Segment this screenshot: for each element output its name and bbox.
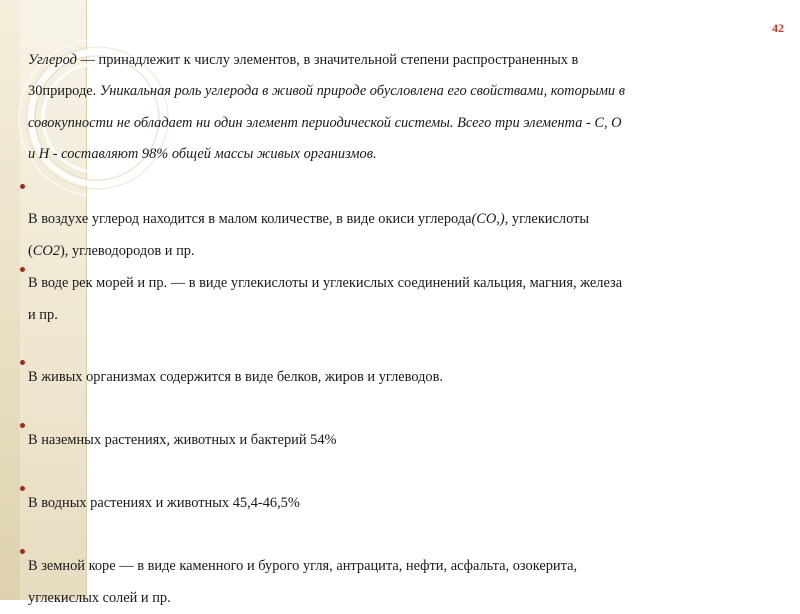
list-item [28, 204, 589, 267]
item-1-paren-open: ( [28, 243, 33, 259]
item-1-text-c: , углекислоты [505, 211, 589, 227]
intro-line-2 [28, 76, 772, 107]
intro-line-2-italic: Уникальная роль углерода в живой природе обусловлена его свойствами, которыми в [100, 83, 625, 99]
bullet-marker [20, 549, 25, 554]
list-item [28, 425, 337, 457]
intro-line-1 [28, 45, 772, 76]
item-3-line-1: В живых организмах содержится в виде белков, жиров и углеводов. [28, 362, 443, 394]
intro-line-2-plain: 30природе. [28, 83, 100, 99]
item-4-line-1: В наземных растениях, животных и бактерий 54% [28, 425, 337, 457]
list-item [28, 362, 443, 394]
item-2-line-1: В воде рек морей и пр. — в виде углекислоты и углекислых соединений кальция, магния, железа [28, 268, 622, 300]
item-1-text-a: В воздухе углерод находится в малом количестве, в виде окиси углерода [28, 211, 472, 227]
list-item [28, 488, 300, 520]
intro-paragraph [28, 45, 772, 171]
item-1-formula-co: (СО,) [472, 211, 505, 227]
intro-term: Углерод [28, 52, 77, 68]
intro-line-3: совокупности не обладает ни один элемент периодической системы. Всего три элемента - С, О [28, 108, 772, 139]
slide-number: 42 [772, 21, 784, 36]
intro-line-1-rest: — принадлежит к числу элементов, в значительной степени распространенных в [77, 52, 578, 68]
intro-line-4: и Н - составляют 98% общей массы живых организмов. [28, 139, 772, 170]
item-2-line-2: и пр. [28, 300, 622, 332]
bullet-marker [20, 486, 25, 491]
item-1-line-1 [28, 204, 589, 236]
item-1-text-rest: ), углеводородов и пр. [60, 243, 195, 259]
item-6-line-2: углекислых солей и пр. [28, 583, 577, 614]
list-item [28, 268, 622, 331]
item-1-formula-co2: СО2 [33, 243, 60, 259]
bullet-marker [20, 423, 25, 428]
bullet-marker [20, 184, 25, 189]
item-6-line-1: В земной коре — в виде каменного и бурого угля, антрацита, нефти, асфальта, озокерита, [28, 551, 577, 583]
item-1-line-2 [28, 236, 589, 268]
bullet-marker [20, 360, 25, 365]
list-item [28, 551, 577, 614]
bullet-marker [20, 267, 25, 272]
item-5-line-1: В водных растениях и животных 45,4-46,5% [28, 488, 300, 520]
